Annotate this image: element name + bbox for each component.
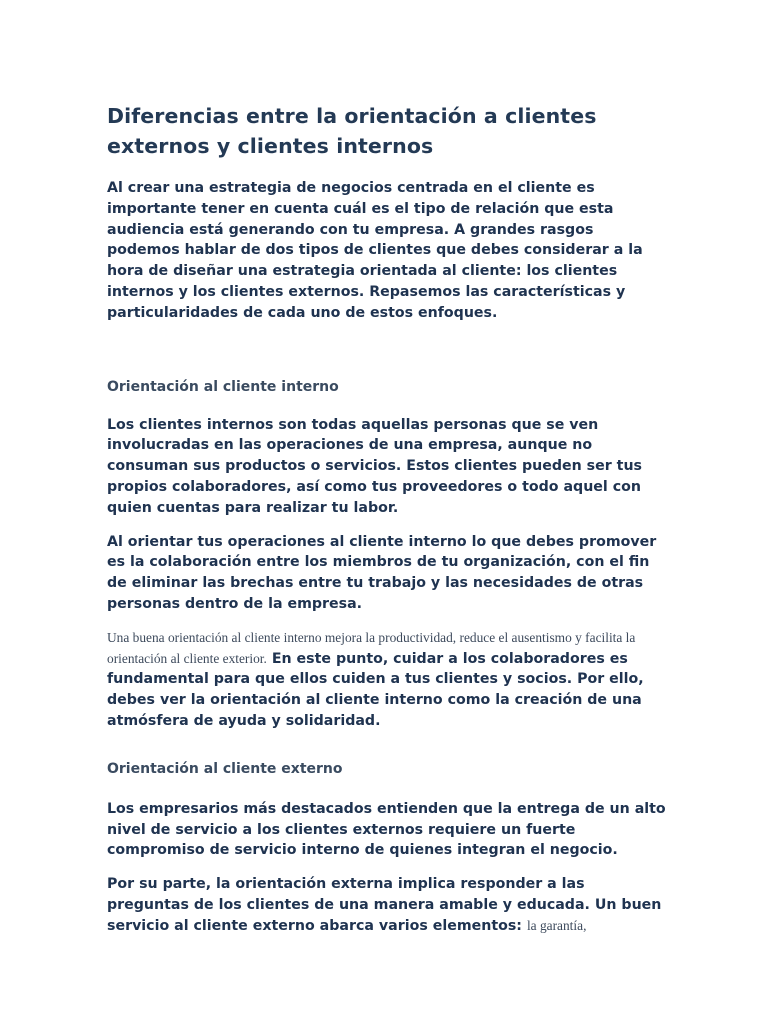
internal-paragraph-3 xyxy=(107,628,667,732)
intro-paragraph: Al crear una estrategia de negocios centrada en el cliente es importante tener en cuenta cuál es el tipo de relación que esta audiencia está generando con tu empresa. A grandes rasgos podemos hablar de dos tipos de clientes que debes considerar a la hora de diseñar una estrategia orientada al cliente: los clientes internos y los clientes externos. Repasemos las características y particularidades de cada uno de estos enfoques. xyxy=(107,180,643,321)
internal-paragraph-2: Al orientar tus operaciones al cliente interno lo que debes promover es la colaboración entre los miembros de tu organización, con el fin de eliminar las brechas entre tu trabajo y las necesidades de otras personas dentro de la empresa. xyxy=(107,533,657,612)
internal-paragraph-1: Los clientes internos son todas aquellas personas que se ven involucradas en las operaciones de una empresa, aunque no consuman sus productos o servicios. Estos clientes pueden ser tus propios colaboradores, así como tus proveedores o todo aquel con quien cuentas para realizar tu labor. xyxy=(107,416,642,516)
document-title: Diferencias entre la orientación a clientes externos y clientes internos xyxy=(107,104,597,158)
external-paragraph-2-bold: Por su parte, la orientación externa implica responder a las preguntas de los clientes de una manera amable y educada. Un buen servicio al cliente externo abarca varios elementos: xyxy=(107,876,662,934)
external-paragraph-2-serif: la garantía, xyxy=(526,917,587,933)
internal-paragraph-3-serif: Una buena orientación al cliente interno mejora la productividad, reduce el ausentismo y facilita la orientación al cliente exterior. xyxy=(107,629,636,666)
external-paragraph-2 xyxy=(107,874,667,936)
internal-paragraph-3-bold: En este punto, cuidar a los colaboradores es fundamental para que ellos cuiden a tus clientes y socios. Por ello, debes ver la orientación al cliente interno como la creación de una atmósfera de ayuda y solidaridad. xyxy=(107,650,644,729)
external-section-heading: Orientación al cliente externo xyxy=(107,760,343,777)
document-body xyxy=(107,101,667,937)
external-paragraph-1: Los empresarios más destacados entienden que la entrega de un alto nivel de servicio a los clientes externos requiere un fuerte compromiso de servicio interno de quienes integran el negocio. xyxy=(107,800,666,859)
internal-section-heading: Orientación al cliente interno xyxy=(107,378,339,395)
